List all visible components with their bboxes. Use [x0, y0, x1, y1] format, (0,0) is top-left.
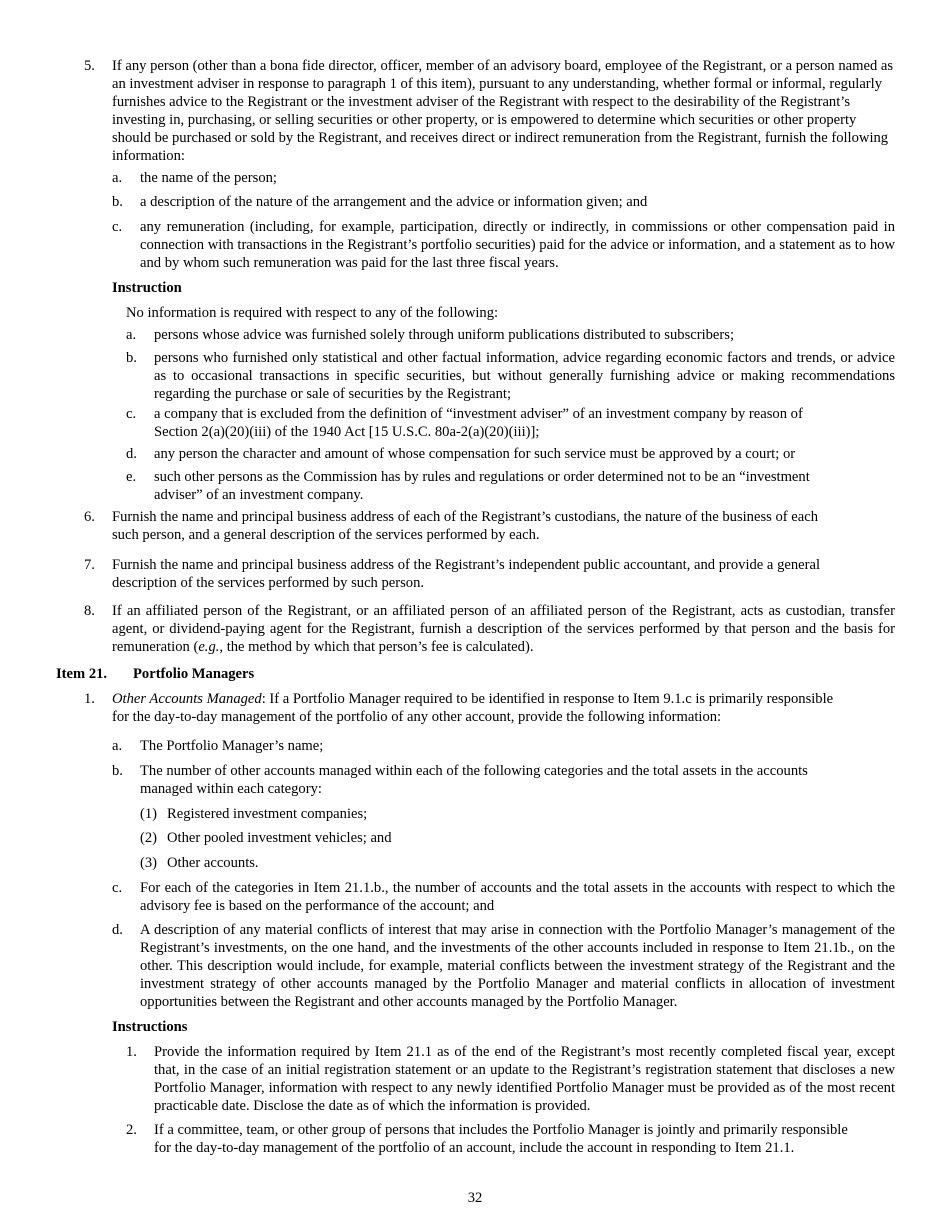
item-21-number: Item 21. [56, 666, 108, 682]
instruction-heading: Instruction [112, 280, 182, 296]
instructions-heading: Instructions [112, 1019, 188, 1035]
item-number: 5. [84, 58, 95, 74]
item-5-text: If any person (other than a bona fide director, officer, member of an advisory board, employee of the Registrant, or a person named as an investment adviser in response to paragraph 1 of this item), pursuant to any understanding, whether formal or informal, regularly furnishes advice to the Registrant or the investment adviser of the Registrant with respect to the desirability of the Registrant’s investing in, purchasing, or selling securities or other property, or is empowered to determine which securities or other property should be purchased or sold by the Registrant, and receives direct or indirect remuneration from the Registrant, furnish the following information: [112, 58, 894, 164]
item-21-title: Portfolio Managers [133, 666, 255, 682]
instruction-intro: No information is required with respect to any of the following: [126, 305, 499, 321]
page-number: 32 [467, 1190, 483, 1206]
